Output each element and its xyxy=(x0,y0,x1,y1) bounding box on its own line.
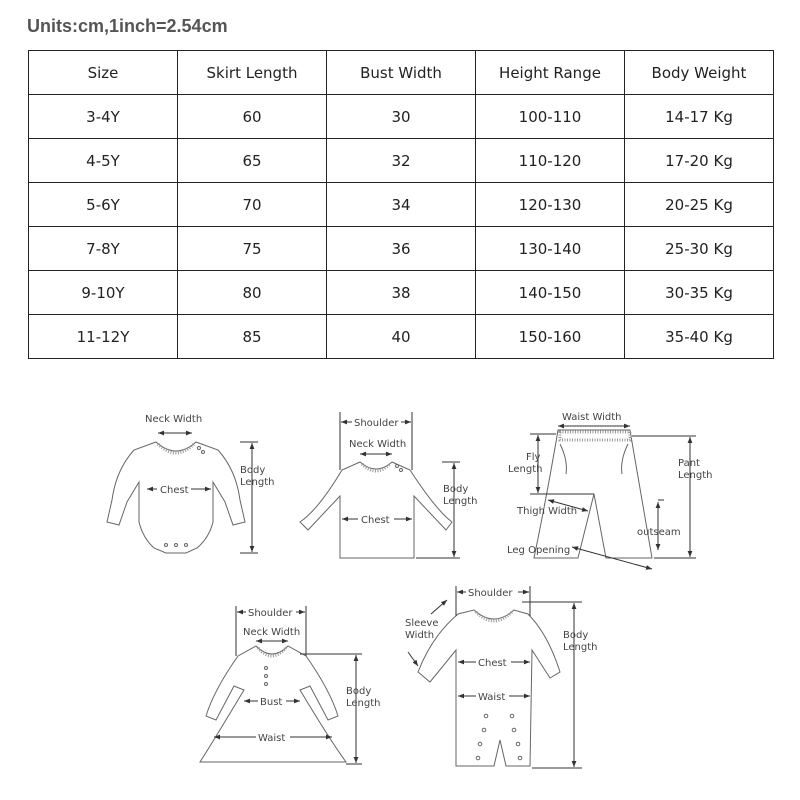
table-row xyxy=(29,271,774,315)
bodysuit-collar xyxy=(158,444,194,453)
top-outline xyxy=(300,462,452,558)
romper-snap xyxy=(484,714,488,718)
romper-diagram xyxy=(405,586,598,768)
label-shoulder: Shoulder xyxy=(468,588,513,599)
label-waist: Waist xyxy=(258,733,286,744)
label-pant: Pant xyxy=(678,458,700,469)
top-diagram xyxy=(300,412,478,558)
label-length: Length xyxy=(346,698,381,709)
pants-pocket-right xyxy=(622,444,628,474)
label-sleeve-width: Width xyxy=(405,630,435,641)
label-shoulder: Shoulder xyxy=(248,608,293,619)
bodysuit-snap xyxy=(185,544,188,547)
label-sleeve: Sleeve xyxy=(405,618,439,629)
cell-bust-width: 32 xyxy=(327,139,476,183)
cell-height-range: 110-120 xyxy=(476,139,625,183)
measurement-diagrams xyxy=(0,390,800,800)
romper-collar xyxy=(476,612,512,621)
label-shoulder: Shoulder xyxy=(354,418,399,429)
bodysuit-snap xyxy=(165,544,168,547)
romper-snap xyxy=(510,714,514,718)
romper-snap xyxy=(482,728,486,732)
label-body: Body xyxy=(240,465,266,476)
table-row xyxy=(29,139,774,183)
label-body: Body xyxy=(346,686,372,697)
header-height-range: Height Range xyxy=(476,51,625,95)
cell-body-weight: 30-35 Kg xyxy=(625,271,774,315)
label-chest: Chest xyxy=(478,658,507,669)
dress-button xyxy=(265,667,268,670)
cell-bust-width: 36 xyxy=(327,227,476,271)
label-bust: Bust xyxy=(260,697,283,708)
romper-snap xyxy=(476,756,480,760)
label-neck-width: Neck Width xyxy=(243,627,301,638)
cell-skirt-length: 80 xyxy=(178,271,327,315)
label-pant-length: Length xyxy=(678,470,713,481)
header-body-weight: Body Weight xyxy=(625,51,774,95)
label-thigh-width: Thigh Width xyxy=(517,506,578,517)
cell-size: 11-12Y xyxy=(29,315,178,359)
cell-height-range: 150-160 xyxy=(476,315,625,359)
cell-bust-width: 30 xyxy=(327,95,476,139)
cell-size: 3-4Y xyxy=(29,95,178,139)
romper-snap xyxy=(478,742,482,746)
dress-collar xyxy=(258,648,286,656)
label-fly-length: Length xyxy=(508,464,543,475)
label-length: Length xyxy=(563,642,598,653)
cell-bust-width: 38 xyxy=(327,271,476,315)
cell-skirt-length: 70 xyxy=(178,183,327,227)
cell-height-range: 130-140 xyxy=(476,227,625,271)
label-neck-width: Neck Width xyxy=(349,439,407,450)
label-neck-width: Neck Width xyxy=(145,414,203,425)
cell-size: 9-10Y xyxy=(29,271,178,315)
top-button xyxy=(396,465,399,468)
cell-height-range: 120-130 xyxy=(476,183,625,227)
pants-diagram xyxy=(507,412,713,569)
cell-size: 5-6Y xyxy=(29,183,178,227)
pants-pocket-left xyxy=(560,444,566,474)
cell-body-weight: 25-30 Kg xyxy=(625,227,774,271)
cell-bust-width: 40 xyxy=(327,315,476,359)
size-chart-table xyxy=(28,50,774,359)
bodysuit-snap xyxy=(175,544,178,547)
label-fly: Fly xyxy=(526,452,541,463)
header-skirt-length: Skirt Length xyxy=(178,51,327,95)
table-row xyxy=(29,315,774,359)
cell-size: 4-5Y xyxy=(29,139,178,183)
dress-button xyxy=(265,683,268,686)
romper-snap xyxy=(512,728,516,732)
cell-body-weight: 35-40 Kg xyxy=(625,315,774,359)
cell-body-weight: 20-25 Kg xyxy=(625,183,774,227)
sleeve-width-arrow xyxy=(431,600,447,614)
label-body: Body xyxy=(563,630,589,641)
bodysuit-diagram xyxy=(107,414,275,553)
table-row xyxy=(29,227,774,271)
sleeve-width-arrow-lower xyxy=(408,652,418,666)
top-button xyxy=(400,469,403,472)
bodysuit-button xyxy=(202,451,205,454)
label-outseam: outseam xyxy=(637,527,681,538)
bodysuit-outline xyxy=(107,442,245,553)
dress-diagram xyxy=(200,606,381,764)
label-chest: Chest xyxy=(361,515,390,526)
label-body: Body xyxy=(443,484,469,495)
cell-body-weight: 17-20 Kg xyxy=(625,139,774,183)
cell-skirt-length: 85 xyxy=(178,315,327,359)
header-size: Size xyxy=(29,51,178,95)
label-waist: Waist xyxy=(478,692,506,703)
bodysuit-button xyxy=(198,447,201,450)
romper-snap xyxy=(516,742,520,746)
table-row xyxy=(29,95,774,139)
label-chest: Chest xyxy=(160,485,189,496)
label-length: Length xyxy=(240,477,275,488)
cell-bust-width: 34 xyxy=(327,183,476,227)
label-length: Length xyxy=(443,496,478,507)
romper-snap xyxy=(518,756,522,760)
header-bust-width: Bust Width xyxy=(327,51,476,95)
label-leg-opening: Leg Opening xyxy=(507,545,571,556)
cell-body-weight: 14-17 Kg xyxy=(625,95,774,139)
units-note: Units:cm,1inch=2.54cm xyxy=(27,16,228,36)
cell-height-range: 100-110 xyxy=(476,95,625,139)
cell-skirt-length: 65 xyxy=(178,139,327,183)
dress-button xyxy=(265,675,268,678)
cell-height-range: 140-150 xyxy=(476,271,625,315)
cell-size: 7-8Y xyxy=(29,227,178,271)
table-row xyxy=(29,183,774,227)
label-waist-width: Waist Width xyxy=(562,412,622,423)
top-collar xyxy=(362,464,390,471)
cell-skirt-length: 60 xyxy=(178,95,327,139)
table-header-row xyxy=(29,51,774,95)
cell-skirt-length: 75 xyxy=(178,227,327,271)
pants-waistband xyxy=(560,432,630,440)
romper-outline xyxy=(418,610,560,766)
